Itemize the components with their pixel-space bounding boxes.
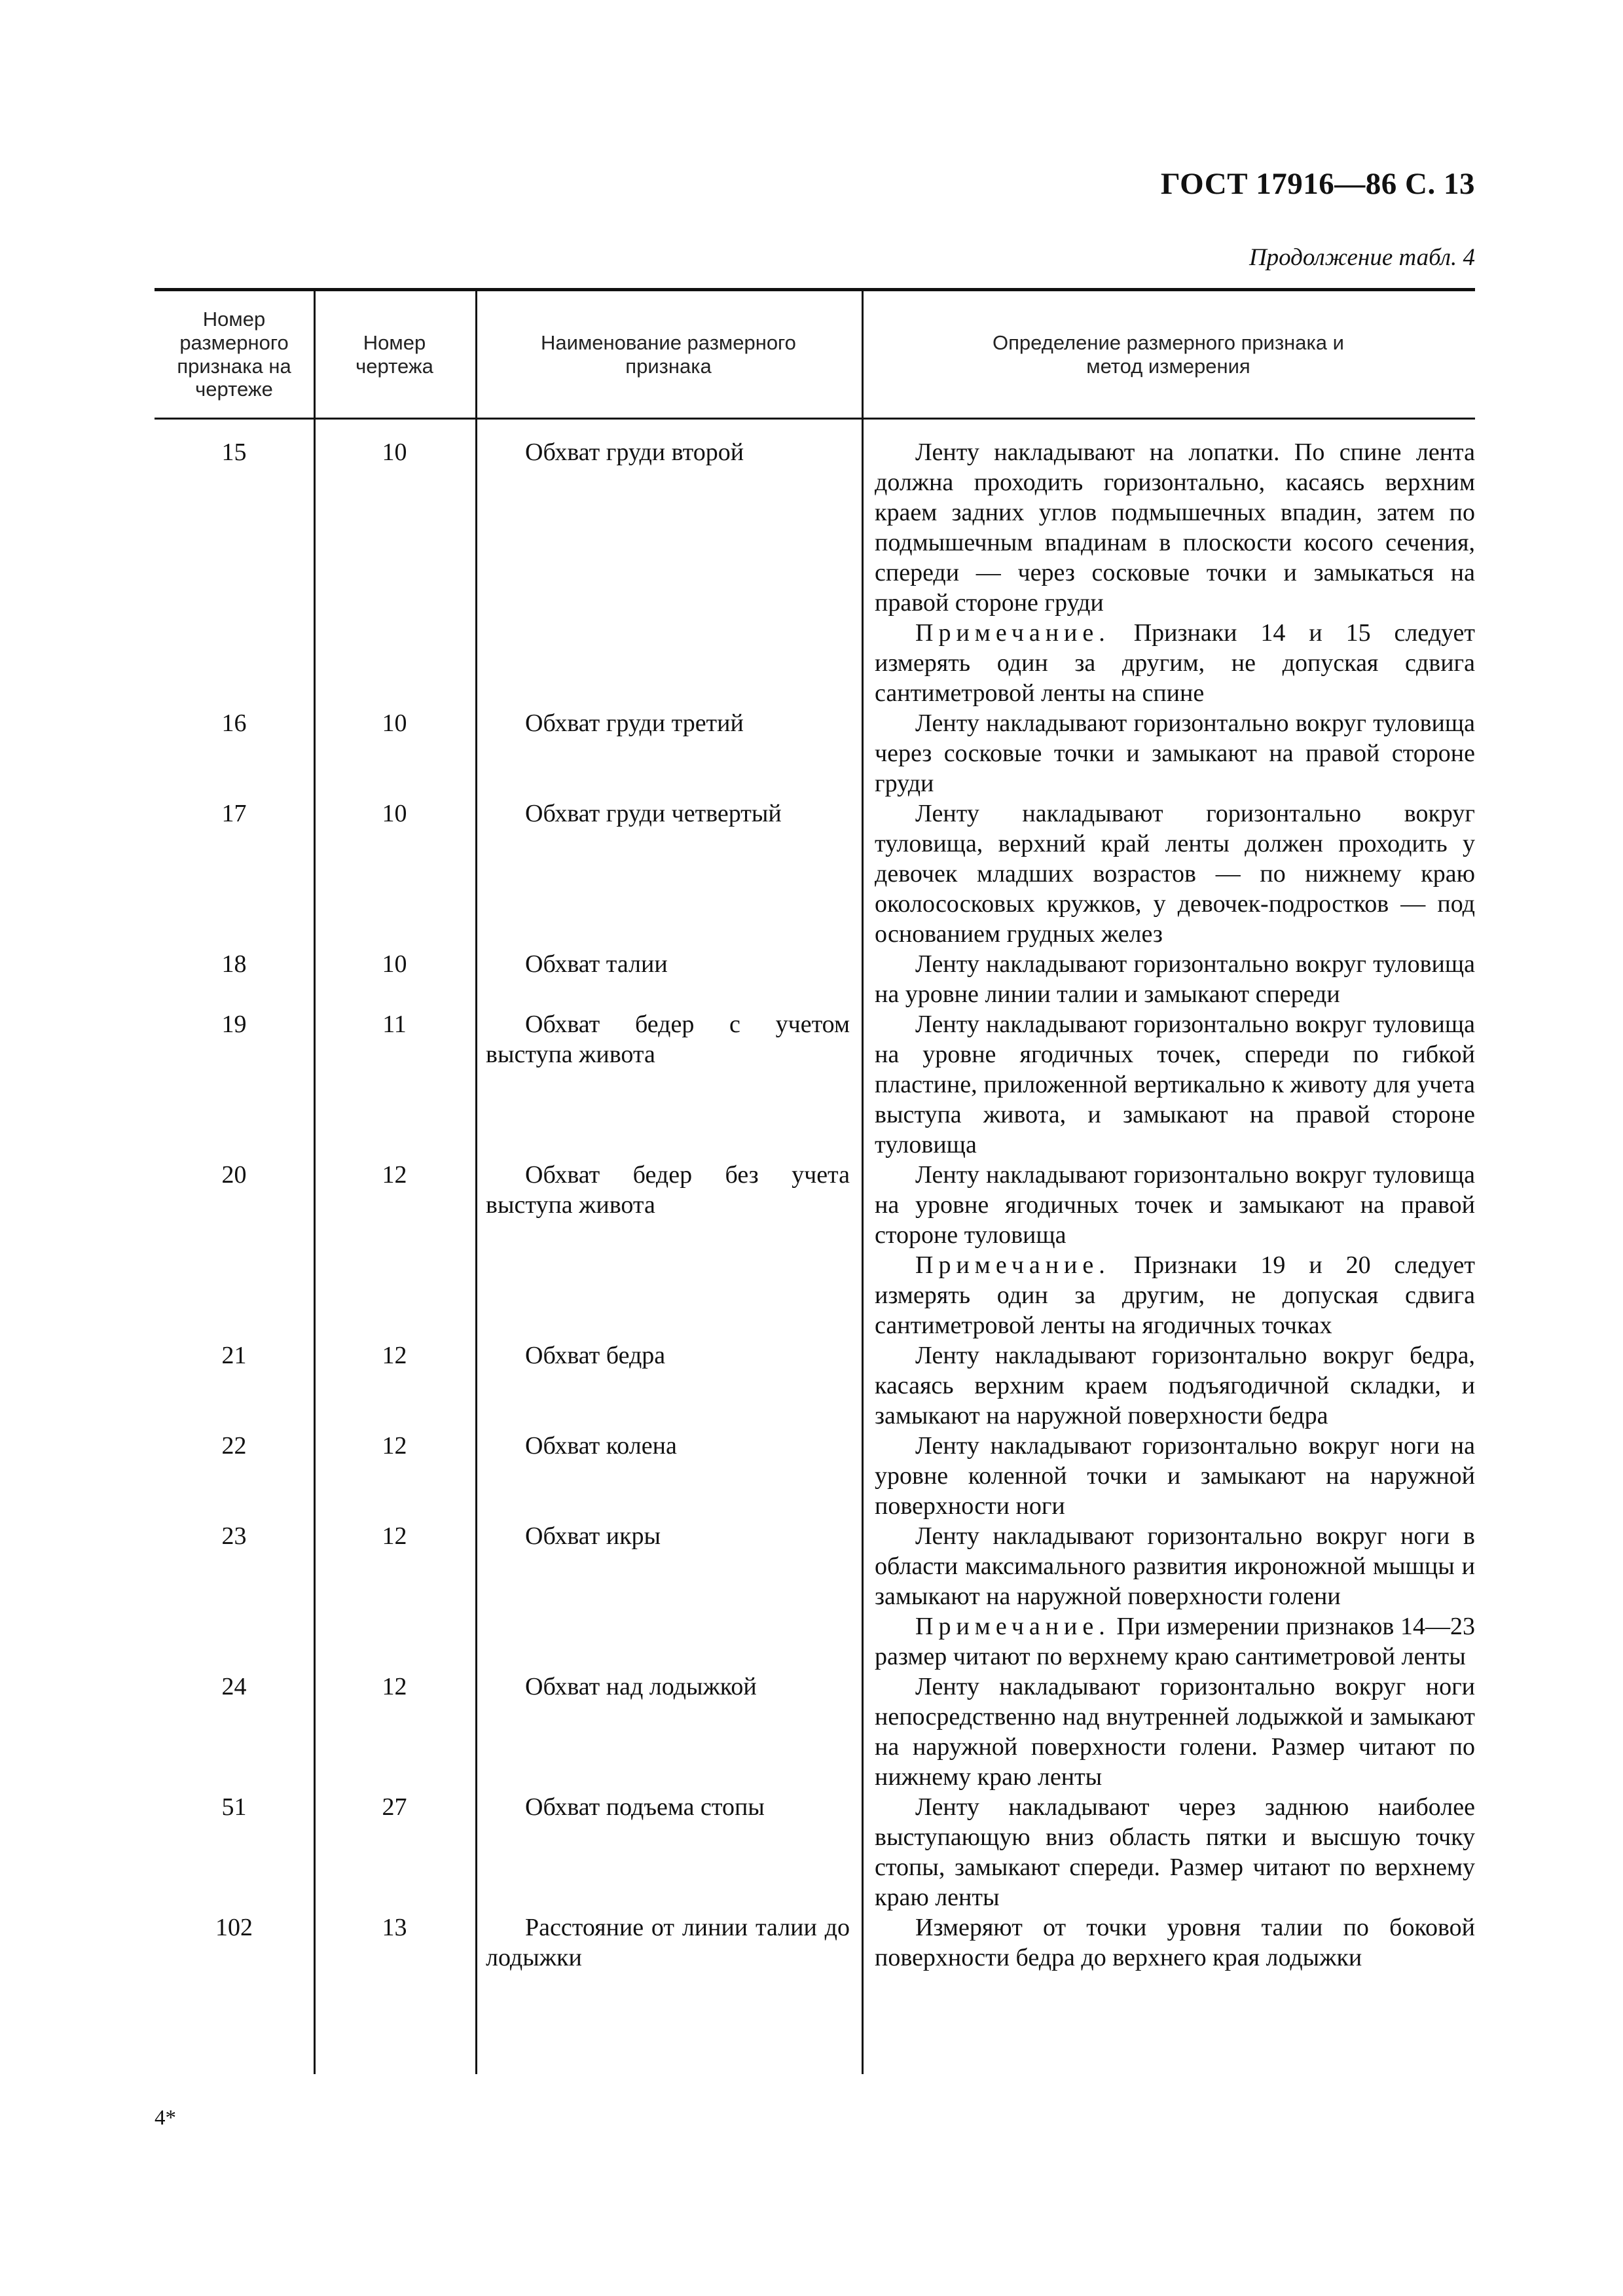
table-row [155, 1009, 1475, 1160]
feature-definition: Ленту накладывают горизонтально вокруг ноги на уровне коленной точки и замыкают на наружной поверхности ноги [875, 1432, 1475, 1520]
feature-number: 22 [221, 1432, 247, 1460]
row-note [875, 1250, 1475, 1340]
table-row [155, 708, 1475, 798]
table-row [155, 437, 1475, 708]
drawing-number: 10 [382, 439, 407, 466]
note-label: Примечание. [915, 1251, 1110, 1279]
feature-definition: Ленту накладывают на лопатки. По спине лента должна проходить горизонтально, касаясь верхним краем задних углов подмышечных впадин, затем по подмышечным впадинам в плоскости косого сечения, спереди — через сосковые точки и замыкаться на правой стороне груди [875, 439, 1475, 617]
note-label: Примечание. [915, 1613, 1110, 1640]
drawing-number: 12 [382, 1673, 407, 1700]
feature-number: 51 [221, 1793, 247, 1821]
table-row [155, 1912, 1475, 1973]
drawing-number: 12 [382, 1522, 407, 1550]
table-row [155, 1340, 1475, 1431]
row-note [875, 1611, 1475, 1672]
feature-definition: Ленту накладывают горизонтально вокруг туловища на уровне линии талии и замыкают спереди [875, 950, 1475, 1008]
feature-number: 16 [221, 709, 247, 737]
feature-number: 102 [215, 1914, 253, 1941]
feature-name: Обхват талии [525, 950, 668, 978]
column-header-drawing-number: Номер чертежа [356, 331, 433, 378]
feature-name: Обхват бедра [525, 1342, 666, 1369]
feature-definition: Ленту накладывают горизонтально вокруг туловища через сосковые точки и замыкают на правой стороне груди [875, 709, 1475, 797]
feature-name: Обхват икры [525, 1522, 661, 1550]
feature-name: Обхват бедер с учетом выступа живота [486, 1011, 850, 1068]
table-row [155, 1672, 1475, 1792]
column-header-definition: Определение размерного признака и метод измерения [993, 331, 1344, 378]
drawing-number: 13 [382, 1914, 407, 1941]
feature-definition: Ленту накладывают горизонтально вокруг бедра, касаясь верхним краем подъягодичной складки, и замыкают на наружной поверхности бедра [875, 1342, 1475, 1429]
drawing-number: 12 [382, 1342, 407, 1369]
feature-name: Обхват груди четвертый [525, 800, 782, 827]
feature-definition: Ленту накладывают горизонтально вокруг ноги непосредственно над внутренней лодыжкой и замыкают на наружной поверхности голени. Размер читают по нижнему краю ленты [875, 1673, 1475, 1791]
table-row [155, 1431, 1475, 1521]
drawing-number: 10 [382, 950, 407, 978]
row-note [875, 618, 1475, 708]
feature-name: Расстояние от линии талии до лодыжки [486, 1914, 850, 1971]
note-text: Признаки 19 и 20 следует измерять один за другим, не допуская сдвига сантиметровой ленты на ягодичных точках [875, 1251, 1475, 1339]
feature-number: 21 [221, 1342, 247, 1369]
feature-number: 15 [221, 439, 247, 466]
feature-name: Обхват бедер без учета выступа живота [486, 1161, 850, 1219]
note-label: Примечание. [915, 619, 1110, 647]
feature-number: 18 [221, 950, 247, 978]
feature-definition: Ленту накладывают горизонтально вокруг туловища на уровне ягодичных точек, спереди по гибкой пластине, приложенной вертикально к животу для учета выступа живота, и замыкают на правой стороне туловища [875, 1011, 1475, 1158]
page-footer-mark: 4* [155, 2106, 176, 2130]
table-row [155, 1521, 1475, 1672]
feature-name: Обхват груди второй [525, 439, 744, 466]
table-row [155, 1792, 1475, 1912]
note-text: При измерении признаков 14—23 размер читают по верхнему краю сантиметровой ленты [875, 1613, 1475, 1670]
feature-definition: Ленту накладывают горизонтально вокруг туловища на уровне ягодичных точек и замыкают на правой стороне туловища [875, 1161, 1475, 1249]
feature-number: 17 [221, 800, 247, 827]
feature-number: 23 [221, 1522, 247, 1550]
drawing-number: 10 [382, 709, 407, 737]
note-text: Признаки 14 и 15 следует измерять один за другим, не допуская сдвига сантиметровой ленты на спине [875, 619, 1475, 707]
feature-name: Обхват над лодыжкой [525, 1673, 757, 1700]
drawing-number: 10 [382, 800, 407, 827]
feature-definition: Ленту накладывают через заднюю наиболее выступающую вниз область пятки и высшую точку стопы, замыкают спереди. Размер читают по верхнему краю ленты [875, 1793, 1475, 1911]
table-row [155, 1160, 1475, 1340]
header-divider [155, 418, 1475, 420]
feature-definition: Ленту накладывают горизонтально вокруг ноги в области максимального развития икроножной мышцы и замыкают на наружной поверхности голени [875, 1522, 1475, 1610]
feature-number: 20 [221, 1161, 247, 1189]
feature-definition: Измеряют от точки уровня талии по боковой поверхности бедра до верхнего края лодыжки [875, 1914, 1475, 1971]
measurements-table [155, 288, 1475, 2074]
feature-definition: Ленту накладывают горизонтально вокруг туловища, верхний край ленты должен проходить у девочек младших возрастов — по нижнему краю околососковых кружков, у девочек-подростков — под основанием грудных желез [875, 800, 1475, 948]
page-header-title: ГОСТ 17916—86 С. 13 [1160, 167, 1475, 201]
drawing-number: 12 [382, 1161, 407, 1189]
table-row [155, 798, 1475, 949]
feature-number: 19 [221, 1011, 247, 1038]
feature-name: Обхват колена [525, 1432, 677, 1460]
column-header-feature-number: Номер размерного признака на чертеже [177, 308, 291, 401]
drawing-number: 11 [382, 1011, 407, 1038]
feature-name: Обхват груди третий [525, 709, 744, 737]
table-row [155, 949, 1475, 1009]
feature-name: Обхват подъема стопы [525, 1793, 765, 1821]
table-body [155, 437, 1475, 1973]
feature-number: 24 [221, 1673, 247, 1700]
drawing-number: 12 [382, 1432, 407, 1460]
table-continuation-label: Продолжение табл. 4 [1249, 244, 1475, 271]
drawing-number: 27 [382, 1793, 407, 1821]
column-header-feature-name: Наименование размерного признака [541, 331, 796, 378]
